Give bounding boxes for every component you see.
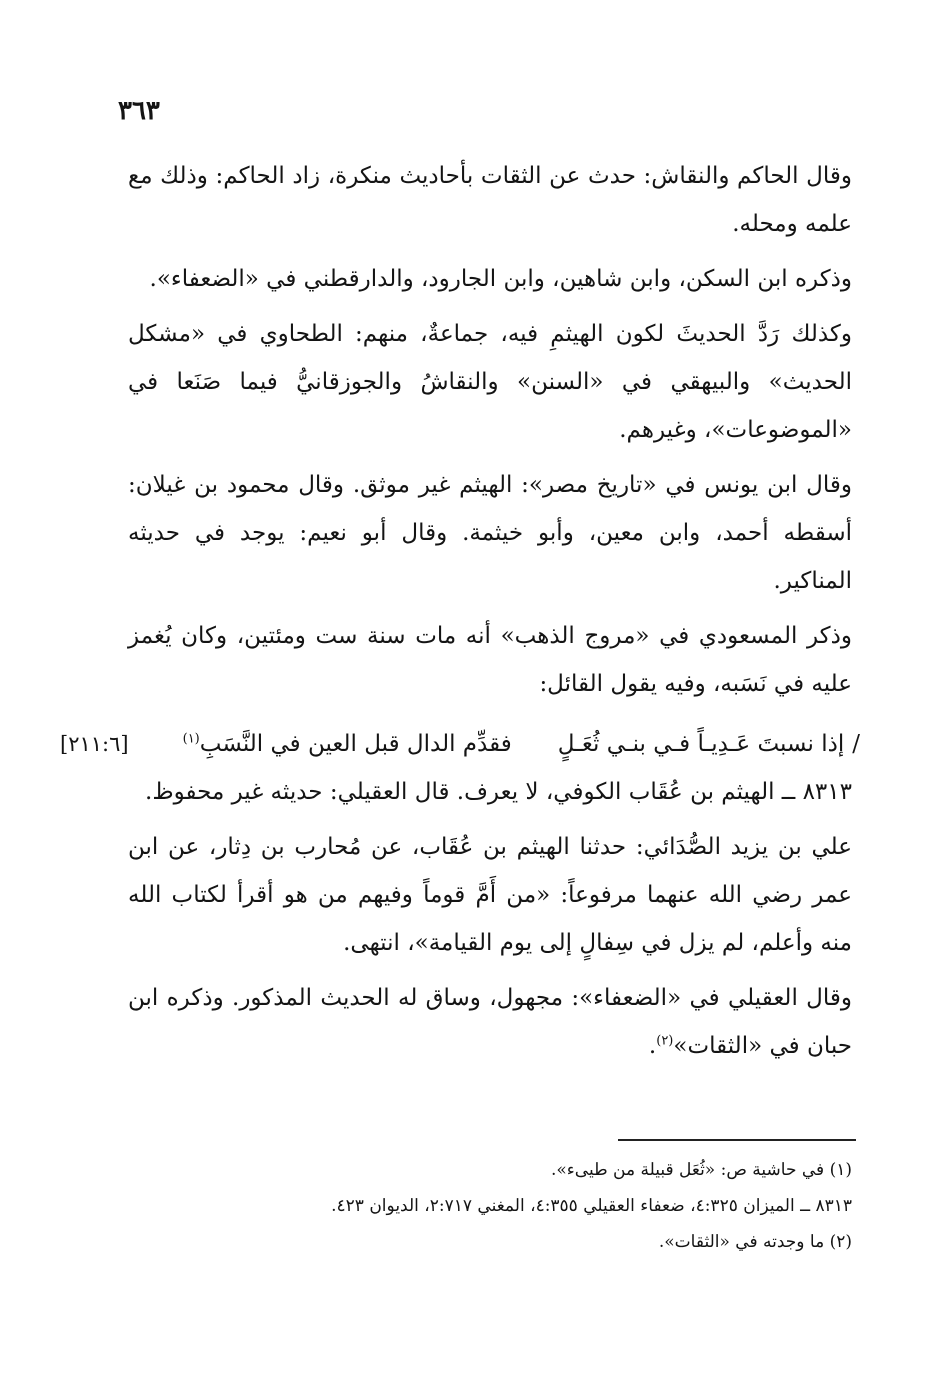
paragraph: وكذلك رَدَّ الحديثَ لكون الهيثمِ فيه، جماعةٌ، منهم: الطحاوي في «مشكل الحديث» والبيهقي في «السنن» والنقاشُ والجوزقانيُّ فيما صَنَعا في «الموضوعات»، وغيرهم. (128, 321, 852, 443)
volume-page-reference: [٢١١:٦] (60, 732, 129, 756)
page-number: ٣٦٣ (118, 96, 160, 126)
footnote-marker: (٢) (656, 1033, 674, 1049)
final-period: . (648, 1033, 657, 1059)
footnote: (١) في حاشية ص: «ثُعَل قبيلة من طيىء». (550, 1160, 852, 1180)
paragraph: وقال الحاكم والنقاش: حدث عن الثقات بأحاديث منكرة، زاد الحاكم: وذلك مع علمه ومحله. (128, 163, 852, 237)
paragraph-last (128, 974, 852, 1070)
page-break-marker: / (852, 731, 860, 757)
footnote: (٢) ما وجدته في «الثقات». (658, 1232, 852, 1252)
verse-hemistich-second: فقدِّم الدال قبل العين في النَّسَبِ (199, 731, 512, 757)
main-text-entry (128, 768, 852, 1077)
footnotes (128, 1152, 852, 1260)
poetry-verse (60, 724, 860, 764)
paragraph: وذكر المسعودي في «مروج الذهب» أنه مات سنة ست ومئتين، وكان يُغمز عليه في نَسَبه، وفيه يقول القائل: (128, 623, 852, 697)
paragraph-entry-heading: ٨٣١٣ ــ الهيثم بن عُقَاب الكوفي، لا يعرف. قال العقيلي: حديثه غير محفوظ. (145, 779, 852, 805)
paragraph: علي بن يزيد الصُّدَائي: حدثنا الهيثم بن عُقَاب، عن مُحارب بن دِثار، عن ابن عمر رضي الله عنهما مرفوعاً: «من أَمَّ قوماً وفيهم من هو أقرأ لكتاب الله منه وأعلم، لم يزل في سِفالٍ إلى يوم القيامة»، انتهى. (128, 834, 852, 956)
paragraph: وقال ابن يونس في «تاريخ مصر»: الهيثم غير موثق. وقال محمود بن غيلان: أسقطه أحمد، وابن معين، وأبو خيثمة. وقال أبو نعيم: يوجد في حديثه المناكير. (128, 472, 852, 594)
footnote: ٨٣١٣ ــ الميزان ٤:٣٢٥، ضعفاء العقيلي ٤:٣٥٥، المغني ٢:٧١٧، الديوان ٤٢٣. (331, 1196, 852, 1216)
main-text-top (128, 152, 852, 708)
paragraph: وذكره ابن السكن، وابن شاهين، وابن الجارود، والدارقطني في «الضعفاء». (149, 266, 852, 292)
footnote-divider (618, 1139, 856, 1141)
verse-hemistich-first: إذا نسبتَ عَـدِيـاً فـي بنـي ثُعَـلٍ (557, 731, 845, 757)
footnote-marker: (١) (182, 731, 200, 747)
paragraph-text: وقال العقيلي في «الضعفاء»: مجهول، وساق له الحديث المذكور. وذكره ابن حبان في «الثقات» (128, 985, 852, 1059)
